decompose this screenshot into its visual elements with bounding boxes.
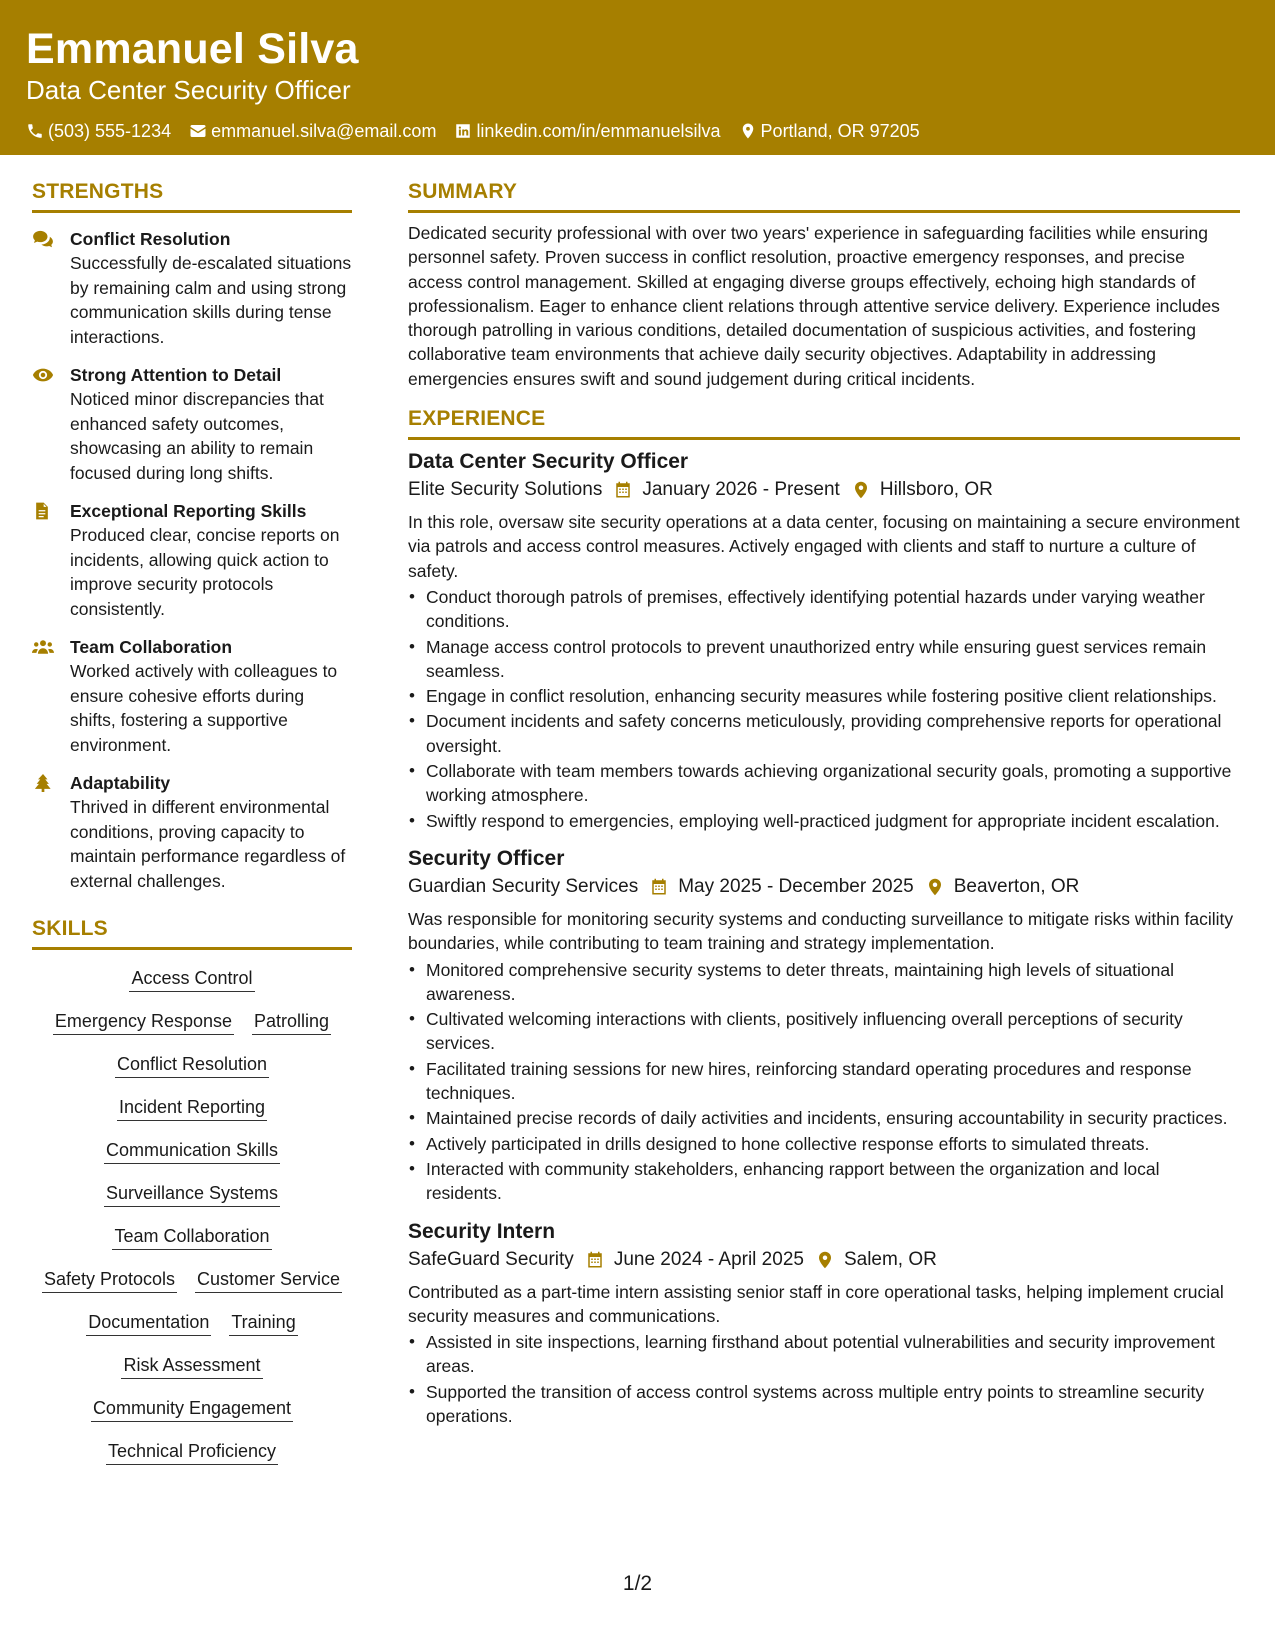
skill-tag: Safety Protocols [42,1267,177,1293]
job-dates: January 2026 - Present [642,479,840,501]
job-entry [408,845,1240,1206]
job-bullets [408,585,1240,833]
calendar-icon [650,878,668,896]
strength-item [32,771,352,893]
job-bullets [408,958,1240,1206]
candidate-name: Emmanuel Silva [26,25,359,73]
bullet-item: • Monitored comprehensive security systems to deter threats, maintaining high levels of situational awareness. [408,958,1240,1007]
skill-tag: Incident Reporting [117,1095,267,1121]
job-meta [408,873,1240,901]
tree-icon [32,774,54,792]
contact-linkedin[interactable] [454,119,720,143]
job-bullets [408,1330,1240,1428]
skill-tag: Patrolling [252,1009,331,1035]
bullet-item: • Swiftly respond to emergencies, employing well-practiced judgment for appropriate incident escalation. [408,809,1240,833]
job-entry [408,448,1240,833]
job-company: SafeGuard Security [408,1248,574,1270]
skill-tag: Documentation [86,1310,211,1336]
skill-tag: Team Collaboration [112,1224,271,1250]
comments-icon [32,230,54,248]
left-column [32,178,352,1482]
job-meta [408,1246,1240,1274]
bullet-item: • Cultivated welcoming interactions with clients, positively influencing overall perceptions of security services. [408,1007,1240,1056]
eye-icon [32,366,54,384]
bullet-item: • Engage in conflict resolution, enhancing security measures while fostering positive client relationships. [408,684,1240,708]
job-dates: June 2024 - April 2025 [613,1248,804,1270]
strength-item [32,499,352,621]
contact-bar [26,119,1275,143]
contact-location [739,119,920,143]
strength-title: Team Collaboration [70,637,233,657]
job-location: Salem, OR [843,1248,937,1270]
linkedin-text: linkedin.com/in/emmanuelsilva [476,121,721,141]
skill-tag: Community Engagement [91,1396,293,1422]
calendar-icon [586,1251,604,1269]
skill-tag: Access Control [129,966,254,992]
envelope-icon [189,122,207,140]
bullet-item: • Document incidents and safety concerns meticulously, providing comprehensive reports for operational oversight. [408,709,1240,758]
job-company: Elite Security Solutions [408,479,603,501]
bullet-item: • Manage access control protocols to prevent unauthorized entry while ensuring guest services remain seamless. [408,635,1240,684]
job-title: Security Officer [408,846,565,870]
strength-item [32,635,352,757]
strength-title: Strong Attention to Detail [70,365,282,385]
bullet-item: • Assisted in site inspections, learning firsthand about potential vulnerabilities and security improvement areas. [408,1330,1240,1379]
strength-desc: Successfully de-escalated situations by remaining calm and using strong communication skills during tense interactions. [70,253,352,347]
users-icon [32,638,54,656]
candidate-title: Data Center Security Officer [26,75,351,105]
page-number: 1/2 [622,1572,653,1595]
job-description: In this role, oversaw site security operations at a data center, focusing on maintaining a secure environment via patrols and access control measures. Actively engaged with clients and staff to nurture a culture of safety. [408,512,1240,581]
summary-text: Dedicated security professional with over two years' experience in safeguarding facilities while ensuring personnel safety. Proven success in conflict resolution, proactive emergency responses, and precise access control management. Skilled at engaging diverse groups effectively, echoing high standards of professionalism. Eager to enhance client relations through attentive service delivery. Experience includes thorough patrolling in various conditions, detailed documentation of suspicious activities, and fostering collaborative team environments that achieve daily security objectives. Adaptability in addressing emergencies ensures swift and sound judgement during critical incidents. [408,223,1220,389]
calendar-icon [614,481,632,499]
experience-heading: EXPERIENCE [408,405,1240,440]
skill-tag: Customer Service [195,1267,342,1293]
map-pin-icon [739,122,757,140]
strength-item [32,227,352,349]
job-description: Was responsible for monitoring security systems and conducting surveillance to mitigate risks within facility boundaries, while contributing to team training and strategy implementation. [408,908,1234,954]
skill-tag: Emergency Response [53,1009,234,1035]
job-location: Beaverton, OR [953,875,1080,897]
job-entry [408,1218,1240,1429]
skills-list [32,966,352,1465]
strength-desc: Worked actively with colleagues to ensure cohesive efforts during shifts, fostering a supportive environment. [70,661,338,755]
strength-desc: Thrived in different environmental conditions, proving capacity to maintain performance regardless of external challenges. [70,797,346,891]
map-pin-icon [816,1251,834,1269]
job-meta [408,476,1240,504]
linkedin-icon [454,122,472,140]
resume-header [0,0,1275,155]
job-title: Security Intern [408,1219,556,1243]
strengths-list [32,227,352,893]
map-pin-icon [852,481,870,499]
job-dates: May 2025 - December 2025 [678,875,914,897]
location-text: Portland, OR 97205 [760,121,920,141]
skill-tag: Communication Skills [104,1138,280,1164]
bullet-item: • Conduct thorough patrols of premises, effectively identifying potential hazards under varying weather conditions. [408,585,1240,634]
map-pin-icon [926,878,944,896]
phone-icon [26,122,44,140]
bullet-item: • Interacted with community stakeholders, enhancing rapport between the organization and local residents. [408,1157,1240,1206]
skill-tag: Conflict Resolution [115,1052,269,1078]
strengths-heading: STRENGTHS [32,178,352,213]
strength-title: Conflict Resolution [70,229,231,249]
file-icon [32,502,52,520]
contact-phone[interactable] [26,119,171,143]
job-location: Hillsboro, OR [879,479,993,501]
job-company: Guardian Security Services [408,875,639,897]
strength-desc: Noticed minor discrepancies that enhanced safety outcomes, showcasing an ability to remain focused during long shifts. [70,389,324,483]
phone-text: (503) 555-1234 [48,121,172,141]
skills-heading: SKILLS [32,915,352,950]
bullet-item: • Facilitated training sessions for new hires, reinforcing standard operating procedures and response techniques. [408,1057,1240,1106]
skill-tag: Risk Assessment [121,1353,262,1379]
summary-heading: SUMMARY [408,178,1240,213]
job-description: Contributed as a part-time intern assisting senior staff in core operational tasks, helping implement crucial security measures and communications. [408,1281,1224,1326]
contact-email[interactable] [189,119,436,143]
strength-desc: Produced clear, concise reports on incidents, allowing quick action to improve security protocols consistently. [70,525,340,619]
skill-tag: Technical Proficiency [106,1439,278,1465]
job-title: Data Center Security Officer [408,450,689,474]
bullet-item: • Maintained precise records of daily activities and incidents, ensuring accountability in security practices. [408,1106,1240,1130]
bullet-item: • Supported the transition of access control systems across multiple entry points to streamline security operations. [408,1380,1240,1429]
skill-tag: Surveillance Systems [104,1181,280,1207]
bullet-item: • Collaborate with team members towards achieving organizational security goals, promoting a supportive working atmosphere. [408,759,1240,808]
skill-tag: Training [229,1310,297,1336]
strength-item [32,363,352,485]
email-text: emmanuel.silva@email.com [211,121,437,141]
strength-title: Adaptability [70,773,171,793]
right-column [408,178,1240,1440]
strength-title: Exceptional Reporting Skills [70,501,307,521]
bullet-item: • Actively participated in drills designed to hone collective response efforts to simulated threats. [408,1132,1240,1156]
